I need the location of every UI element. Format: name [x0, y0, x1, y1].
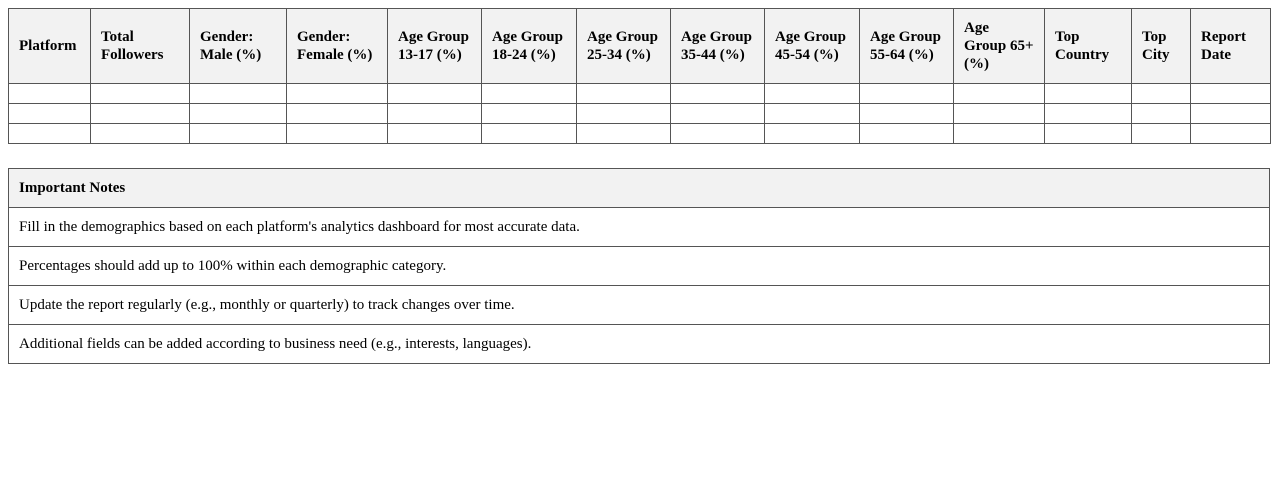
table-cell[interactable]: [287, 84, 388, 104]
table-cell[interactable]: [1045, 124, 1132, 144]
note-row: [9, 247, 1270, 286]
column-header-top-city: Top City: [1132, 9, 1191, 84]
column-header-age-13-17: Age Group 13-17 (%): [388, 9, 482, 84]
table-cell[interactable]: [765, 84, 860, 104]
table-cell[interactable]: [9, 104, 91, 124]
note-row: [9, 208, 1270, 247]
note-text: Update the report regularly (e.g., monthly or quarterly) to track changes over time.: [9, 286, 1270, 325]
note-row: [9, 325, 1270, 364]
table-cell[interactable]: [1132, 84, 1191, 104]
table-cell[interactable]: [860, 84, 954, 104]
table-cell[interactable]: [9, 84, 91, 104]
table-cell[interactable]: [1191, 84, 1271, 104]
table-cell[interactable]: [954, 124, 1045, 144]
table-cell[interactable]: [1045, 104, 1132, 124]
table-cell[interactable]: [1191, 104, 1271, 124]
table-cell[interactable]: [860, 104, 954, 124]
table-cell[interactable]: [765, 104, 860, 124]
table-cell[interactable]: [190, 84, 287, 104]
column-header-age-25-34: Age Group 25-34 (%): [577, 9, 671, 84]
notes-title: Important Notes: [9, 169, 1270, 208]
column-header-top-country: Top Country: [1045, 9, 1132, 84]
table-cell[interactable]: [577, 104, 671, 124]
table-cell[interactable]: [954, 104, 1045, 124]
table-cell[interactable]: [482, 104, 577, 124]
header-row: [9, 9, 1271, 84]
table-cell[interactable]: [91, 84, 190, 104]
column-header-age-55-64: Age Group 55-64 (%): [860, 9, 954, 84]
table-cell[interactable]: [91, 104, 190, 124]
table-cell[interactable]: [1132, 104, 1191, 124]
column-header-age-35-44: Age Group 35-44 (%): [671, 9, 765, 84]
table-cell[interactable]: [9, 124, 91, 144]
page-content: [8, 8, 1270, 364]
table-row: [9, 124, 1271, 144]
table-row: [9, 104, 1271, 124]
table-cell[interactable]: [1045, 84, 1132, 104]
table-cell[interactable]: [671, 84, 765, 104]
column-header-age-45-54: Age Group 45-54 (%): [765, 9, 860, 84]
column-header-age-65-plus: Age Group 65+ (%): [954, 9, 1045, 84]
table-cell[interactable]: [671, 104, 765, 124]
note-text: Percentages should add up to 100% within each demographic category.: [9, 247, 1270, 286]
table-cell[interactable]: [577, 84, 671, 104]
column-header-platform: Platform: [9, 9, 91, 84]
table-cell[interactable]: [388, 84, 482, 104]
table-cell[interactable]: [860, 124, 954, 144]
table-row: [9, 84, 1271, 104]
notes-header-row: [9, 169, 1270, 208]
table-cell[interactable]: [388, 104, 482, 124]
column-header-age-18-24: Age Group 18-24 (%): [482, 9, 577, 84]
note-row: [9, 286, 1270, 325]
note-text: Additional fields can be added according to business need (e.g., interests, languages).: [9, 325, 1270, 364]
column-header-gender-male: Gender: Male (%): [190, 9, 287, 84]
table-cell[interactable]: [388, 124, 482, 144]
table-cell[interactable]: [577, 124, 671, 144]
notes-table: [8, 168, 1270, 364]
table-cell[interactable]: [287, 104, 388, 124]
table-cell[interactable]: [482, 84, 577, 104]
table-cell[interactable]: [954, 84, 1045, 104]
table-cell[interactable]: [765, 124, 860, 144]
column-header-total-followers: Total Followers: [91, 9, 190, 84]
table-cell[interactable]: [1191, 124, 1271, 144]
table-cell[interactable]: [287, 124, 388, 144]
table-cell[interactable]: [482, 124, 577, 144]
note-text: Fill in the demographics based on each platform's analytics dashboard for most accurate data.: [9, 208, 1270, 247]
column-header-gender-female: Gender: Female (%): [287, 9, 388, 84]
column-header-report-date: Report Date: [1191, 9, 1271, 84]
table-cell[interactable]: [671, 124, 765, 144]
demographics-table: [8, 8, 1271, 144]
table-cell[interactable]: [190, 124, 287, 144]
table-cell[interactable]: [91, 124, 190, 144]
table-cell[interactable]: [190, 104, 287, 124]
table-cell[interactable]: [1132, 124, 1191, 144]
